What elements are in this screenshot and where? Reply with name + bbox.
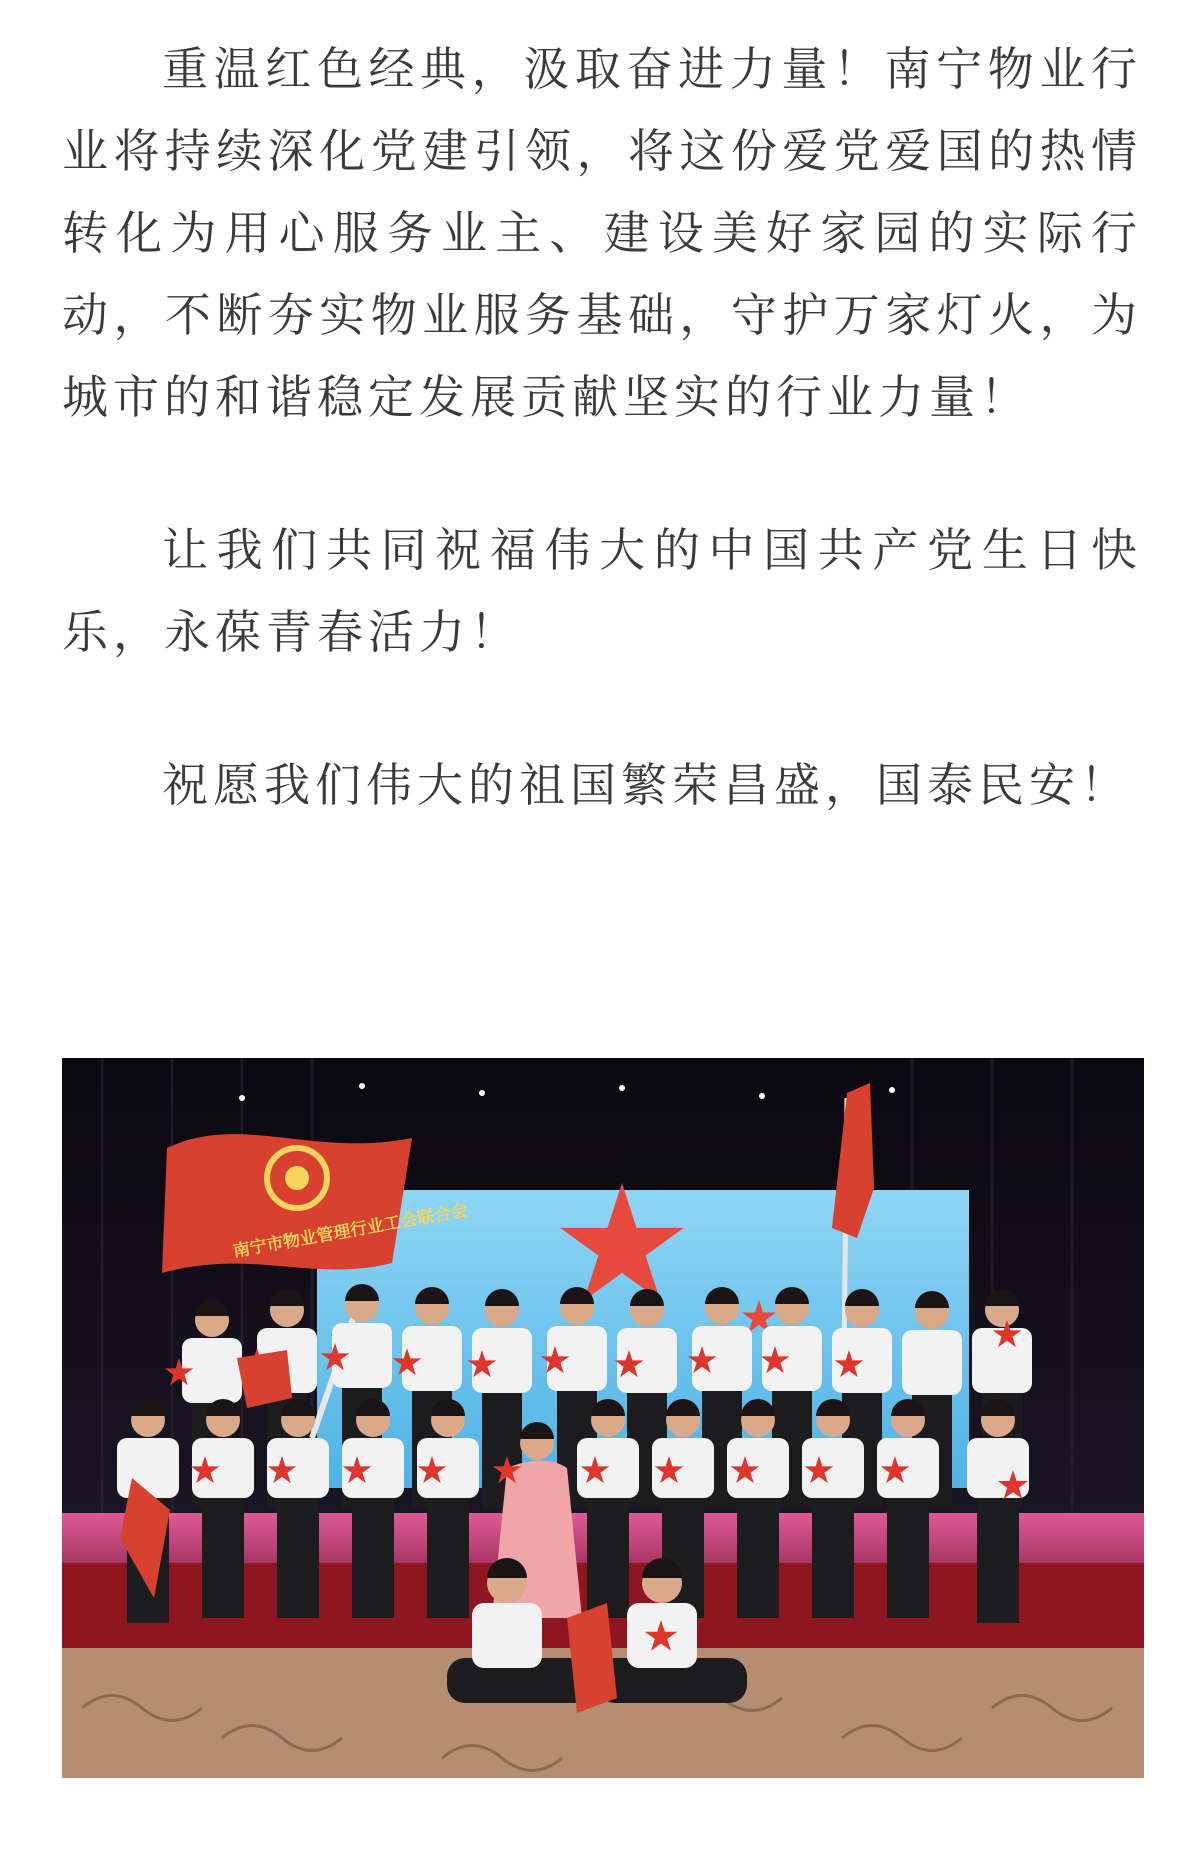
group-photo-illustration	[62, 1058, 1144, 1778]
paragraph-motherland-wish: 祝愿我们伟大的祖国繁荣昌盛，国泰民安！	[162, 758, 1131, 812]
paragraph-closing-statement: 重温红色经典，汲取奋进力量！南宁物业行业将持续深化党建引领，将这份爱党爱国的热情转化为用心服务业主、建设美好家园的实际行动，不断夯实物业服务基础，守护万家灯火，为城市的和谐稳定发展贡献坚实的行业力量！	[62, 42, 1142, 424]
article-body	[62, 28, 1142, 826]
group-photo	[62, 1058, 1144, 1778]
paragraph-party-birthday-wish: 让我们共同祝福伟大的中国共产党生日快乐，永葆青春活力！	[62, 523, 1142, 659]
flag-text: 南宁市物业管理行业工会联合会	[231, 1200, 470, 1262]
